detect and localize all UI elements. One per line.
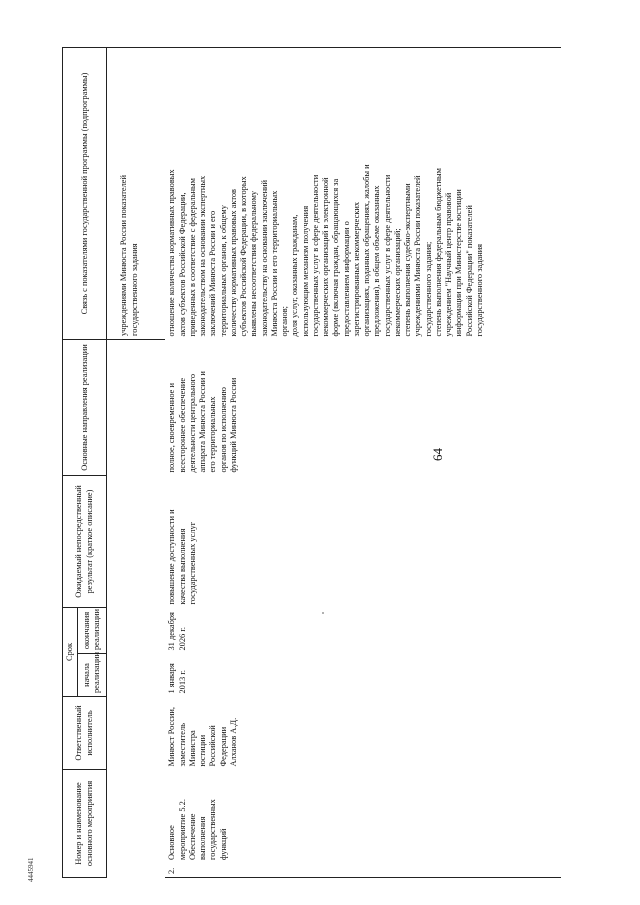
- measure-cell: [165, 770, 561, 878]
- indicator-line: зарегистрированных некоммерческих: [351, 201, 361, 337]
- result-line: повышение доступности и: [167, 509, 177, 605]
- directions-line: полное, своевременное и: [167, 383, 177, 473]
- executor-text: [165, 697, 561, 770]
- indicator-line: учреждением "Научный центр правовой: [444, 192, 453, 337]
- header-directions: Основные направления реализации: [63, 340, 107, 476]
- result-text: [165, 476, 561, 608]
- indicator-line: государственных услуг в сфере деятельности: [310, 174, 320, 337]
- indicator-line: использующим механизм получения: [300, 205, 310, 337]
- directions-line: деятельности центрального: [187, 373, 197, 473]
- result-line: государственных услуг: [187, 521, 197, 605]
- executor-line: Министра: [187, 730, 197, 767]
- rotated-page: [62, 48, 597, 878]
- measure-name-line: Основное: [167, 825, 177, 860]
- directions-text: [165, 340, 561, 476]
- measure-name-line: Обеспечение: [187, 813, 197, 860]
- executor-line: заместитель: [177, 723, 187, 767]
- directions-line: функций Минюста России: [228, 377, 238, 473]
- indicator-line: доля услуг, оказанных гражданам,: [290, 214, 300, 337]
- document-id: 4445941: [27, 857, 35, 882]
- measure-name-line: выполнения: [198, 816, 207, 860]
- measure-name: [167, 799, 229, 860]
- indicator-line: субъектов Российской Федерации, в которых: [239, 176, 248, 337]
- end-date-line: 2026 г.: [177, 627, 187, 651]
- indicator-line: предложения), в общем объеме оказанных: [372, 185, 382, 337]
- indicator-line: актов субъектов Российской Федерации,: [177, 192, 187, 337]
- directions-line: всестороннее обеспечение: [177, 377, 187, 473]
- start-date: [165, 654, 561, 697]
- indicator-line: степень выполнения федеральным бюджетным: [433, 168, 443, 337]
- indicator-line: государственного задания: [474, 243, 484, 337]
- start-date-line: 2013 г.: [177, 670, 187, 694]
- indicator-line: приведенных в соответствие с федеральным: [187, 178, 197, 337]
- indicator-line: форме (включая граждан, обращающихся за: [331, 178, 341, 337]
- indicator-line: территориальных органов, к общему: [218, 205, 228, 337]
- executor-line: Алханов А.Д.: [228, 717, 238, 767]
- indicator-line: некоммерческих организаций в электронной: [321, 177, 330, 337]
- indicator-line: степень выполнения судебно-экспертными: [403, 183, 412, 337]
- indicator-line: Российской Федерации" показателей: [464, 205, 474, 337]
- header-executor: Ответственный исполнитель: [63, 697, 107, 770]
- indicator-line: выявлены несоответствия федеральному: [249, 190, 259, 337]
- measure-name-line: мероприятие 5.2.: [177, 799, 187, 860]
- page-number: 64: [430, 448, 445, 461]
- indicator-line: государственных услуг в сфере деятельности: [382, 174, 392, 337]
- end-date-line: 31 декабря: [167, 612, 177, 651]
- indicator-line: законодательству на основании заключений: [259, 179, 269, 337]
- measures-table: [62, 47, 561, 878]
- table-row: [165, 48, 561, 878]
- executor-line: Минюст России,: [167, 707, 177, 767]
- directions-line: его территориальных: [208, 396, 218, 473]
- executor-line: Российской: [208, 725, 218, 767]
- result-line: качества выполнения: [177, 528, 187, 605]
- header-result: Ожидаемый непосредственный результат (краткое описание): [63, 476, 107, 608]
- executor-line: юстиции: [198, 734, 207, 767]
- header-indicators: Связь с показателями государственной программы (подпрограммы): [63, 48, 107, 340]
- measure-name-line: функций: [218, 828, 228, 860]
- row-number: 2.: [167, 867, 177, 874]
- indicator-line: государственного задания;: [423, 241, 433, 337]
- indicators-text: [165, 48, 561, 340]
- indicator-line: информации при Министерстве юстиции: [454, 189, 464, 337]
- header-end: окончания реализации: [78, 608, 107, 654]
- continuation-line: государственного задания: [129, 243, 139, 336]
- start-date-line: 1 января: [167, 663, 177, 694]
- indicator-line: законодательством на основании экспертных: [198, 175, 207, 337]
- continuation-row: [107, 48, 166, 878]
- indicator-line: некоммерческих организаций;: [392, 228, 402, 337]
- header-term: Срок: [63, 608, 78, 697]
- continuation-text: [107, 48, 166, 340]
- scan-speck: [322, 612, 324, 614]
- end-date: [165, 608, 561, 654]
- indicator-line: предоставлением информации о: [341, 221, 351, 337]
- continuation-line: учреждениями Минюста России показателей: [119, 175, 129, 336]
- indicator-line: органов;: [280, 306, 289, 337]
- indicator-line: организациях, поданных обращениях, жалобы и: [362, 164, 371, 337]
- directions-line: аппарата Минюста России и: [198, 371, 207, 473]
- header-row: [63, 48, 78, 878]
- indicator-line: Минюста России и его территориальных: [269, 190, 279, 337]
- indicator-line: отношение количества нормативных правовых: [167, 169, 177, 337]
- directions-line: органов по исполнению: [218, 387, 228, 473]
- executor-line: Федерации: [218, 726, 228, 767]
- indicator-line: учреждениями Минюста России показателей: [413, 175, 423, 337]
- measure-name-line: государственных: [208, 799, 218, 860]
- header-start: начала реализации: [78, 654, 107, 697]
- header-number-name: Номер и наименование основного мероприятия: [63, 770, 107, 878]
- indicator-line: количеству нормативных правовых актов: [228, 188, 238, 337]
- indicator-line: заключений Минюста России и его: [208, 210, 218, 337]
